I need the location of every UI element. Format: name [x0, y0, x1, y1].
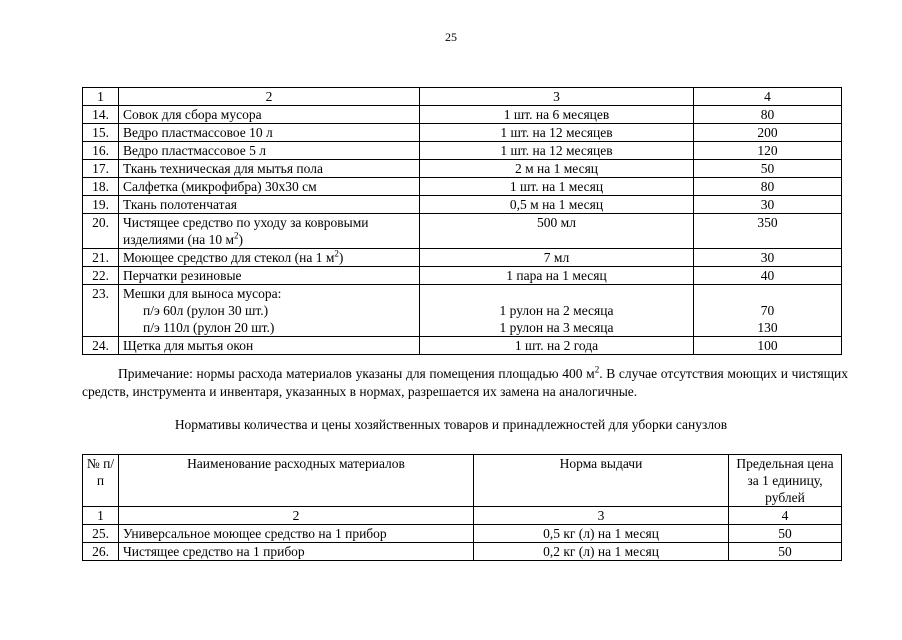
item-price: 80: [694, 178, 842, 196]
note: Примечание: нормы расхода материалов указаны для помещения площадью 400 $м^2$. В случае отсутствия моющих и чистящих средств, инструмента и инвентаря, указанных в нормах, разрешается их замена на аналогичные.: [82, 364, 848, 399]
page-number: 25: [445, 30, 457, 44]
table-row: [83, 106, 842, 124]
item-norm: 1 шт. на 2 года: [420, 337, 694, 355]
item-name: Чистящее средство по уходу за ковровыми изделиями (на 10 $м^2$): [119, 214, 420, 249]
item-price: 50: [729, 543, 842, 561]
row-number: 14.: [83, 106, 119, 124]
table-row: [83, 178, 842, 196]
item-price: 200: [694, 124, 842, 142]
item-norm: 1 пара на 1 месяц: [420, 267, 694, 285]
table-row: [83, 267, 842, 285]
item-norm: 1 шт. на 1 месяц: [420, 178, 694, 196]
table-index-row: [83, 88, 842, 106]
table-row: [83, 543, 842, 561]
item-price: 50: [729, 525, 842, 543]
table-cell: 1: [83, 88, 119, 106]
table-row: [83, 337, 842, 355]
table-cell: 3: [420, 88, 694, 106]
row-number: 24.: [83, 337, 119, 355]
item-price: 80: [694, 106, 842, 124]
group-title: Мешки для выноса мусора:: [123, 286, 282, 301]
item-name: Щетка для мытья окон: [119, 337, 420, 355]
item-norm: 0,5 м на 1 месяц: [420, 196, 694, 214]
item-norm: 1 шт. на 6 месяцев: [420, 106, 694, 124]
table-cell: 2: [119, 507, 474, 525]
item-price: 100: [694, 337, 842, 355]
item-name: Чистящее средство на 1 прибор: [119, 543, 474, 561]
item-name: Моющее средство для стекол (на 1 $м^2$): [119, 249, 420, 267]
item-price: [694, 285, 842, 337]
sub-item-price: 70: [760, 303, 775, 318]
item-norm: [420, 285, 694, 337]
table-row: [83, 249, 842, 267]
item-norm: 1 шт. на 12 месяцев: [420, 124, 694, 142]
row-number: 21.: [83, 249, 119, 267]
table-cell: 4: [694, 88, 842, 106]
row-number: 18.: [83, 178, 119, 196]
table-row: [83, 525, 842, 543]
item-name: Перчатки резиновые: [119, 267, 420, 285]
item-name: Ткань полотенчатая: [119, 196, 420, 214]
table-cell: 3: [474, 507, 729, 525]
table-cell: 2: [119, 88, 420, 106]
row-number: 23.: [83, 285, 119, 337]
row-number: 17.: [83, 160, 119, 178]
item-norm: 500 мл: [420, 214, 694, 249]
item-norm: 1 шт. на 12 месяцев: [420, 142, 694, 160]
item-norm: 2 м на 1 месяц: [420, 160, 694, 178]
sub-item-name: п/э 60л (рулон 30 шт.): [143, 303, 269, 318]
item-name: Универсальное моющее средство на 1 прибор: [119, 525, 474, 543]
sub-item-norm: 1 рулон на 3 месяца: [499, 320, 614, 335]
item-norm: 7 мл: [420, 249, 694, 267]
item-name: Салфетка (микрофибра) 30х30 см: [119, 178, 420, 196]
table-row: [83, 214, 842, 249]
table-cell: 4: [729, 507, 842, 525]
section-heading: Нормативы количества и цены хозяйственных товаров и принадлежностей для уборки санузлов: [174, 417, 728, 432]
row-number: 25.: [83, 525, 119, 543]
sanitary-table: [82, 454, 842, 561]
item-name: Ткань техническая для мытья пола: [119, 160, 420, 178]
item-name: [119, 285, 420, 337]
item-price: 350: [694, 214, 842, 249]
item-name: Ведро пластмассовое 5 л: [119, 142, 420, 160]
table-row: [83, 285, 842, 337]
column-header-norm: Норма выдачи: [474, 455, 729, 507]
column-header-name: Наименование расходных материалов: [119, 455, 474, 507]
sub-item-norm: 1 рулон на 2 месяца: [499, 303, 614, 318]
item-price: 30: [694, 196, 842, 214]
item-name: Ведро пластмассовое 10 л: [119, 124, 420, 142]
row-number: 22.: [83, 267, 119, 285]
table-row: [83, 142, 842, 160]
table-row: [83, 196, 842, 214]
item-name: Совок для сбора мусора: [119, 106, 420, 124]
column-header-number: № п/п: [83, 455, 119, 507]
row-number: 20.: [83, 214, 119, 249]
row-number: 16.: [83, 142, 119, 160]
item-price: 120: [694, 142, 842, 160]
table-header-row: [83, 455, 842, 507]
table-row: [83, 124, 842, 142]
row-number: 26.: [83, 543, 119, 561]
item-price: 40: [694, 267, 842, 285]
item-norm: 0,5 кг (л) на 1 месяц: [474, 525, 729, 543]
table-index-row: [83, 507, 842, 525]
sub-item-name: п/э 110л (рулон 20 шт.): [143, 320, 275, 335]
row-number: 15.: [83, 124, 119, 142]
item-price: 50: [694, 160, 842, 178]
item-norm: 0,2 кг (л) на 1 месяц: [474, 543, 729, 561]
materials-table: [82, 87, 842, 355]
column-header-price: Предельная цена за 1 единицу, рублей: [729, 455, 842, 507]
table-cell: 1: [83, 507, 119, 525]
sub-item-price: 130: [757, 320, 778, 335]
table-row: [83, 160, 842, 178]
row-number: 19.: [83, 196, 119, 214]
item-price: 30: [694, 249, 842, 267]
